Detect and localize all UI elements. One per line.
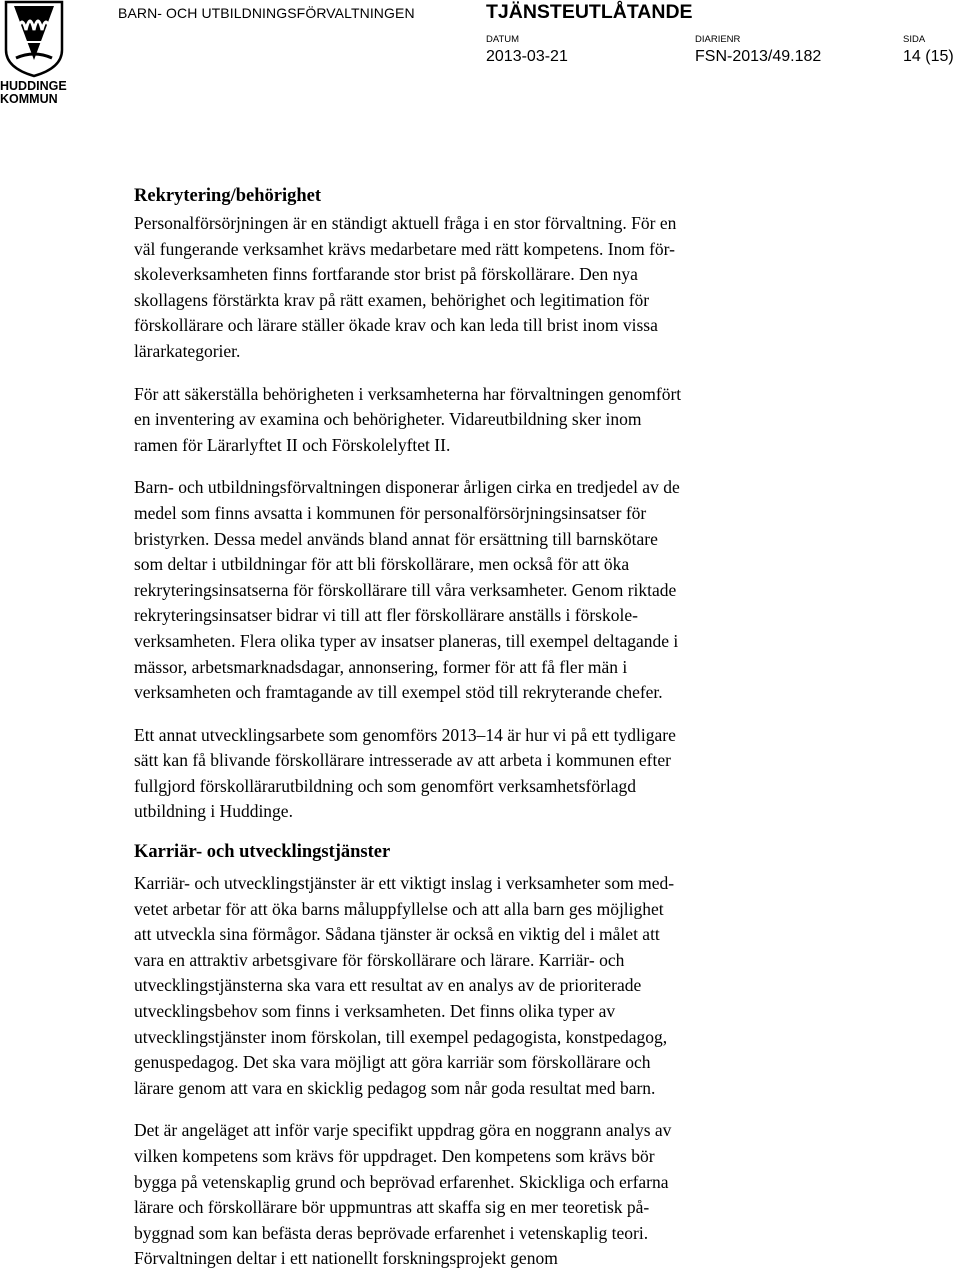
text-line: vara en attraktiv arbetsgivare för förskollärare och lärare. Karriär- och — [134, 949, 625, 970]
text-line: medel som finns avsatta i kommunen för personalförsörjningsinsatser för — [134, 502, 647, 523]
text-line: rekryteringsinsatser bidrar vi till att fler förskollärare anställs i förskole- — [134, 605, 638, 626]
text-line: rekryteringsinsatserna för förskollärare till våra verksamheter. Genom riktade — [134, 579, 677, 600]
document-type: TJÄNSTEUTLÅTANDE — [486, 1, 693, 23]
text-line: mässor, arbetsmarknadsdagar, annonsering, former för att få fler män i — [134, 656, 628, 677]
text-line: lärare genom att vara en skicklig pedagog som når goda resultat med barn. — [134, 1077, 656, 1098]
text-line: bristyrken. Dessa medel används bland annat för ersättning till barnskötare — [134, 528, 658, 549]
text-line: utvecklingsbehov som finns i verksamheten. Det finns olika typer av — [134, 1001, 616, 1022]
text-line: en inventering av examina och behörigheter. Vidareutbildning sker inom — [134, 409, 642, 430]
text-line: skollagens förstärkta krav på rätt examen, behörighet och legitimation för — [134, 289, 650, 310]
text-line: bygga på vetenskaplig grund och beprövad erfarenhet. Skickliga och erfarna — [134, 1171, 669, 1192]
paragraph — [134, 871, 834, 1101]
date-value: 2013-03-21 — [486, 48, 568, 65]
text-line: utvecklingstjänster inom förskolan, till exempel pedagogista, konstpedagog, — [134, 1026, 668, 1047]
text-line: Karriär- och utvecklingstjänster är ett viktigt inslag i verksamheter som med- — [134, 873, 675, 894]
text-line: ramen för Lärarlyftet II och Förskolelyftet II. — [134, 434, 451, 455]
text-line: sätt kan få blivande förskollärare intresserade av att arbeta i kommunen efter — [134, 750, 671, 771]
text-line: vetet arbetar för att öka barns måluppfyllelse och att alla barn ges möjlighet — [134, 898, 664, 919]
paragraph — [134, 1118, 834, 1272]
text-line: skoleverksamheten finns fortfarande stor brist på förskollärare. Den nya — [134, 264, 638, 285]
text-line: förskollärare och lärare ställer ökade krav och kan leda till brist inom vissa — [134, 315, 658, 336]
text-line: lärare och förskollärare bör uppmuntras att skaffa sig en mer teoretisk på- — [134, 1197, 650, 1218]
text-line: lärarkategorier. — [134, 340, 241, 361]
text-line: väl fungerande verksamhet krävs medarbetare med rätt kompetens. Inom för- — [134, 238, 675, 259]
paragraph — [134, 382, 834, 459]
section-heading: Karriär- och utvecklingstjänster — [134, 842, 391, 863]
diary-value: FSN-2013/49.182 — [695, 48, 822, 65]
text-line: För att säkerställa behörigheten i verksamheterna har förvaltningen genomfört — [134, 383, 682, 404]
section-heading: Rekrytering/behörighet — [134, 186, 322, 206]
text-line: som deltar i utbildningar för att bli förskollärare, men också för att öka — [134, 554, 630, 575]
text-line: fullgjord förskollärarutbildning och som genomfört verksamhetsförlagd — [134, 775, 637, 796]
text-line: utbildning i Huddinge. — [134, 801, 293, 822]
logo-text-line1: HUDDINGE — [0, 79, 67, 93]
paragraph — [134, 723, 834, 825]
text-line: byggnad som kan befästa deras beprövade erfarenhet i vetenskaplig teori. — [134, 1222, 649, 1243]
municipality-logo — [0, 0, 68, 108]
diary-label: DIARIENR — [695, 34, 741, 45]
paragraph — [134, 211, 834, 365]
text-line: Personalförsörjningen är en ständigt aktuell fråga i en stor förvaltning. För en — [134, 213, 677, 233]
logo-text-line2: KOMMUN — [0, 92, 58, 106]
text-line: Ett annat utvecklingsarbete som genomförs 2013–14 är hur vi på ett tydligare — [134, 724, 676, 745]
page-number: 14 (15) — [903, 48, 954, 65]
date-label: DATUM — [486, 34, 520, 45]
text-line: Barn- och utbildningsförvaltningen disponerar årligen cirka en tredjedel av de — [134, 477, 680, 498]
text-line: genuspedagog. Det ska vara möjligt att göra karriär som förskollärare och — [134, 1052, 651, 1073]
text-line: verksamheten. Flera olika typer av insatser planeras, till exempel deltagande i — [134, 630, 679, 651]
text-line: att utveckla sina förmågor. Sådana tjänster är också en viktig del i målet att — [134, 924, 660, 945]
text-line: Det är angeläget att inför varje specifikt uppdrag göra en noggrann analys av — [134, 1120, 672, 1141]
page-label: SIDA — [903, 34, 926, 45]
logo-wordmark — [0, 80, 70, 106]
text-line: verksamheten och framtagande av till exempel stöd till rekryterande chefer. — [134, 682, 663, 703]
organization-name: BARN- OCH UTBILDNINGSFÖRVALTNINGEN — [118, 5, 415, 21]
paragraph — [134, 475, 834, 705]
text-line: utvecklingstjänsterna ska vara ett resultat av en analys av de prioriterade — [134, 975, 642, 996]
text-line: Förvaltningen deltar i ett nationellt forskningsprojekt genom — [134, 1248, 558, 1269]
crest-icon — [4, 0, 64, 78]
text-line: vilken kompetens som krävs för uppdraget. Den kompetens som krävs bör — [134, 1146, 655, 1166]
document-body — [134, 183, 834, 1272]
